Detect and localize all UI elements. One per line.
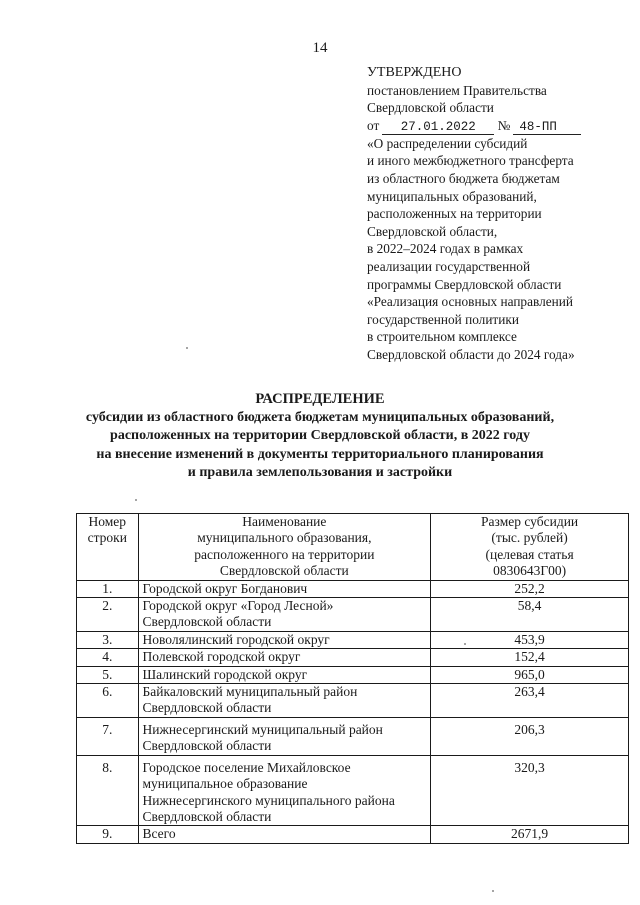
municipality-name: Городской округ «Город Лесной» Свердловской области	[138, 598, 431, 632]
approval-line: постановлением Правительства	[367, 82, 547, 98]
scan-speck	[464, 643, 466, 645]
municipality-name: Нижнесергинский муниципальный район Свердловской области	[138, 717, 431, 755]
subject-line: муниципальных образований,	[367, 188, 537, 204]
subject-line: реализации государственной	[367, 258, 531, 274]
municipality-name: Городской округ Богданович	[138, 580, 431, 597]
subject-line: Свердловской области,	[367, 223, 498, 239]
municipality-name: Городское поселение Михайловское муниципальное образование Нижнесергинского муниципального района Свердловской области	[138, 755, 431, 826]
distribution-table	[76, 513, 629, 844]
subject-line: государственной политики	[367, 311, 519, 327]
date-prefix: от	[367, 117, 380, 133]
subsidy-amount: 252,2	[431, 580, 629, 597]
table-row	[77, 684, 629, 718]
row-number: 5.	[77, 666, 139, 683]
table-row	[77, 755, 629, 826]
subject-line: Свердловской области до 2024 года»	[367, 346, 575, 362]
table-row	[77, 666, 629, 683]
subject-line: «О распределении субсидий	[367, 135, 528, 151]
scan-speck	[186, 347, 188, 349]
subsidy-amount: 263,4	[431, 684, 629, 718]
table-row	[77, 580, 629, 597]
title-line: на внесение изменений в документы территориального планирования	[96, 446, 544, 462]
approval-stamp	[367, 64, 632, 364]
municipality-name: Полевской городской округ	[138, 649, 431, 666]
header-row-number: Номер строки	[77, 514, 139, 581]
total-amount: 2671,9	[431, 826, 629, 843]
header-municipality: Наименование муниципального образования, расположенного на территории Свердловской области	[138, 514, 431, 581]
subsidy-amount: 453,9	[431, 631, 629, 648]
scan-speck	[135, 499, 137, 501]
table-row	[77, 717, 629, 755]
subject-line: «Реализация основных направлений	[367, 294, 573, 310]
row-number: 8.	[77, 755, 139, 826]
row-number: 1.	[77, 580, 139, 597]
row-number: 2.	[77, 598, 139, 632]
title-heading: РАСПРЕДЕЛЕНИЕ	[255, 391, 385, 407]
document-title	[30, 390, 610, 483]
approval-line: Свердловской области	[367, 100, 494, 116]
approval-date: 27.01.2022	[382, 120, 494, 135]
subject-line: и иного межбюджетного трансферта	[367, 153, 574, 169]
subsidy-amount: 58,4	[431, 598, 629, 632]
page-number: 14	[312, 40, 328, 56]
subject-line: программы Свердловской области	[367, 276, 562, 292]
municipality-name: Новолялинский городской округ	[138, 631, 431, 648]
subject-line: из областного бюджета бюджетам	[367, 170, 560, 186]
row-number: 4.	[77, 649, 139, 666]
subject-line: расположенных на территории	[367, 206, 542, 222]
subsidy-amount: 320,3	[431, 755, 629, 826]
subject-line: в 2022–2024 годах в рамках	[367, 241, 524, 257]
table-row-total	[77, 826, 629, 843]
header-subsidy-amount: Размер субсидии (тыс. рублей) (целевая статья 0830643Г00)	[431, 514, 629, 581]
row-number: 6.	[77, 684, 139, 718]
table-row	[77, 649, 629, 666]
table-header-row	[77, 514, 629, 581]
subsidy-amount: 206,3	[431, 717, 629, 755]
approval-heading: УТВЕРЖДЕНО	[367, 65, 462, 80]
title-line: субсидии из областного бюджета бюджетам муниципальных образований,	[85, 409, 555, 425]
subsidy-amount: 965,0	[431, 666, 629, 683]
municipality-name: Шалинский городской округ	[138, 666, 431, 683]
municipality-name: Байкаловский муниципальный район Свердловской области	[138, 684, 431, 718]
subject-line: в строительном комплексе	[367, 329, 517, 345]
title-line: расположенных на территории Свердловской области, в 2022 году	[110, 428, 530, 443]
title-line: и правила землепользования и застройки	[187, 465, 453, 480]
approval-number: 48-ПП	[513, 120, 581, 135]
table-row	[77, 631, 629, 648]
row-number: 7.	[77, 717, 139, 755]
scan-speck	[492, 890, 494, 892]
row-number: 9.	[77, 826, 139, 843]
total-label: Всего	[138, 826, 431, 843]
approval-date-line	[367, 117, 632, 135]
table-row	[77, 598, 629, 632]
row-number: 3.	[77, 631, 139, 648]
number-prefix: №	[497, 117, 511, 133]
subsidy-amount: 152,4	[431, 649, 629, 666]
